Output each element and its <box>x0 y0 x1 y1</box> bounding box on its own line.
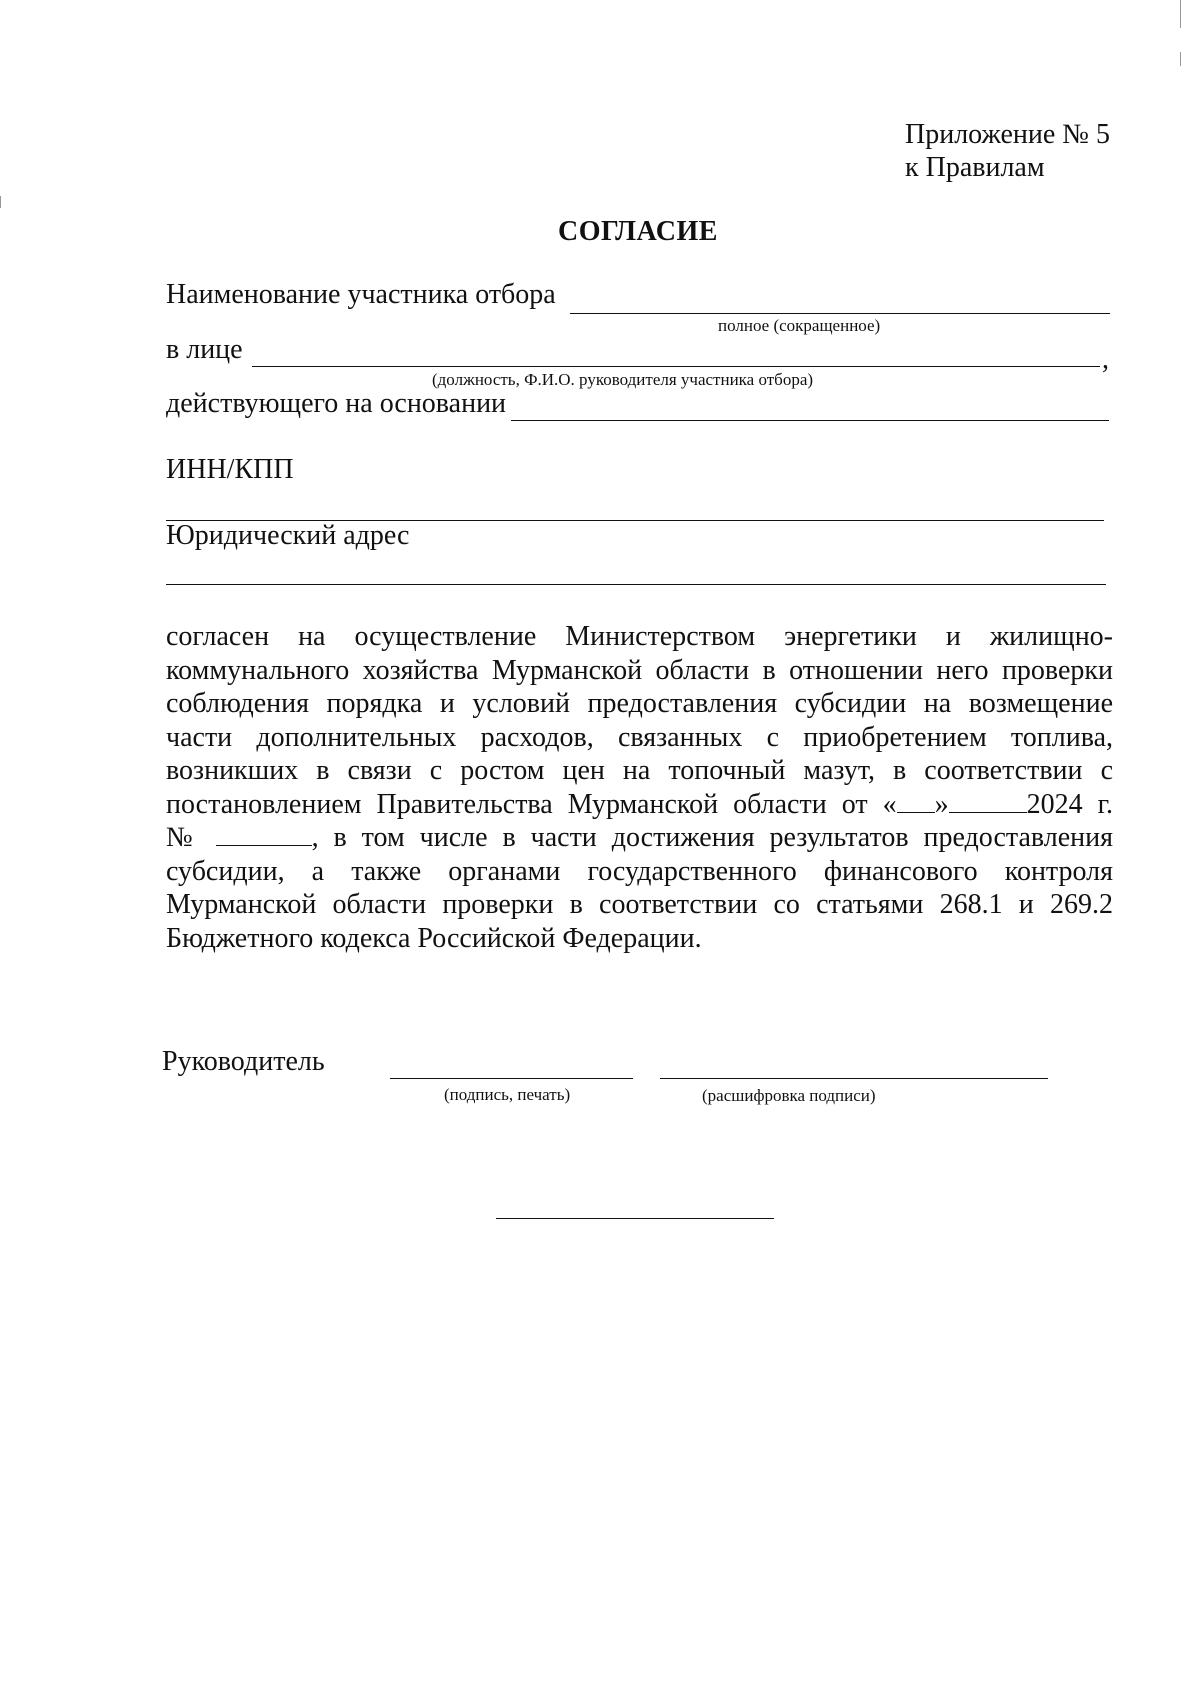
closing-divider <box>496 1218 774 1219</box>
represented-by-field[interactable] <box>252 366 1100 367</box>
participant-name-hint: полное (сокращенное) <box>718 316 881 335</box>
represented-by-hint: (должность, Ф.И.О. руководителя участника отбора) <box>432 370 814 389</box>
resolution-text: постановлением Правительства Мурманской области от « <box>166 788 897 820</box>
scan-edge-mark <box>0 196 1 208</box>
resolution-day-field[interactable] <box>897 790 935 813</box>
number-sign: № <box>166 822 201 853</box>
paragraph-line: части дополнительных расходов, связанных с приобретением топлива, <box>166 721 1113 753</box>
paragraph-line: согласен на осуществление Министерством энергетики и жилищно- <box>166 621 1113 652</box>
resolution-month-field[interactable] <box>949 790 1027 813</box>
legal-address-field[interactable] <box>166 584 1106 585</box>
signature-hint: (подпись, печать) <box>444 1085 571 1104</box>
resolution-quote-close: » <box>934 788 949 820</box>
resolution-number-field[interactable] <box>216 823 312 846</box>
acting-basis-label: действующего на основании <box>166 388 507 419</box>
appendix-reference <box>905 118 1110 184</box>
participant-name-label: Наименование участника отбора <box>166 279 556 310</box>
resolution-year: 2024 г. <box>1026 788 1114 820</box>
represented-by-label: в лице <box>166 334 243 365</box>
paragraph-line: соблюдения порядка и условий предоставления субсидии на возмещение <box>166 688 1113 719</box>
number-continuation: , в том числе в части достижения результатов предоставления <box>311 822 1114 853</box>
appendix-number: Приложение № 5 <box>905 119 1110 150</box>
consent-paragraph <box>166 620 1113 955</box>
paragraph-line-number <box>166 821 1113 855</box>
paragraph-line: субсидии, а также органами государственного финансового контроля <box>166 855 1113 887</box>
signature-field[interactable] <box>390 1078 633 1079</box>
legal-address-label: Юридический адрес <box>166 520 410 551</box>
paragraph-line: Бюджетного кодекса Российской Федерации. <box>166 922 702 954</box>
paragraph-line: Мурманской области проверки в соответствии со статьями 268.1 и 269.2 <box>166 889 1113 920</box>
document-title: СОГЛАСИЕ <box>558 216 718 247</box>
head-role-label: Руководитель <box>162 1046 325 1077</box>
appendix-rules: к Правилам <box>905 152 1045 183</box>
paragraph-line-resolution <box>166 788 1113 822</box>
paragraph-line: возникших в связи с ростом цен на топочный мазут, в соответствии с <box>166 755 1113 786</box>
scan-edge-mark <box>1180 0 1181 28</box>
acting-basis-field[interactable] <box>511 420 1109 421</box>
represented-by-comma: , <box>1102 344 1109 375</box>
inn-kpp-label: ИНН/КПП <box>166 454 294 485</box>
participant-name-field[interactable] <box>570 313 1110 314</box>
paragraph-line: коммунального хозяйства Мурманской области в отношении него проверки <box>166 654 1113 686</box>
signature-decoding-hint: (расшифровка подписи) <box>702 1086 876 1105</box>
scan-edge-mark <box>1180 52 1181 66</box>
signature-decoding-field[interactable] <box>660 1078 1048 1079</box>
